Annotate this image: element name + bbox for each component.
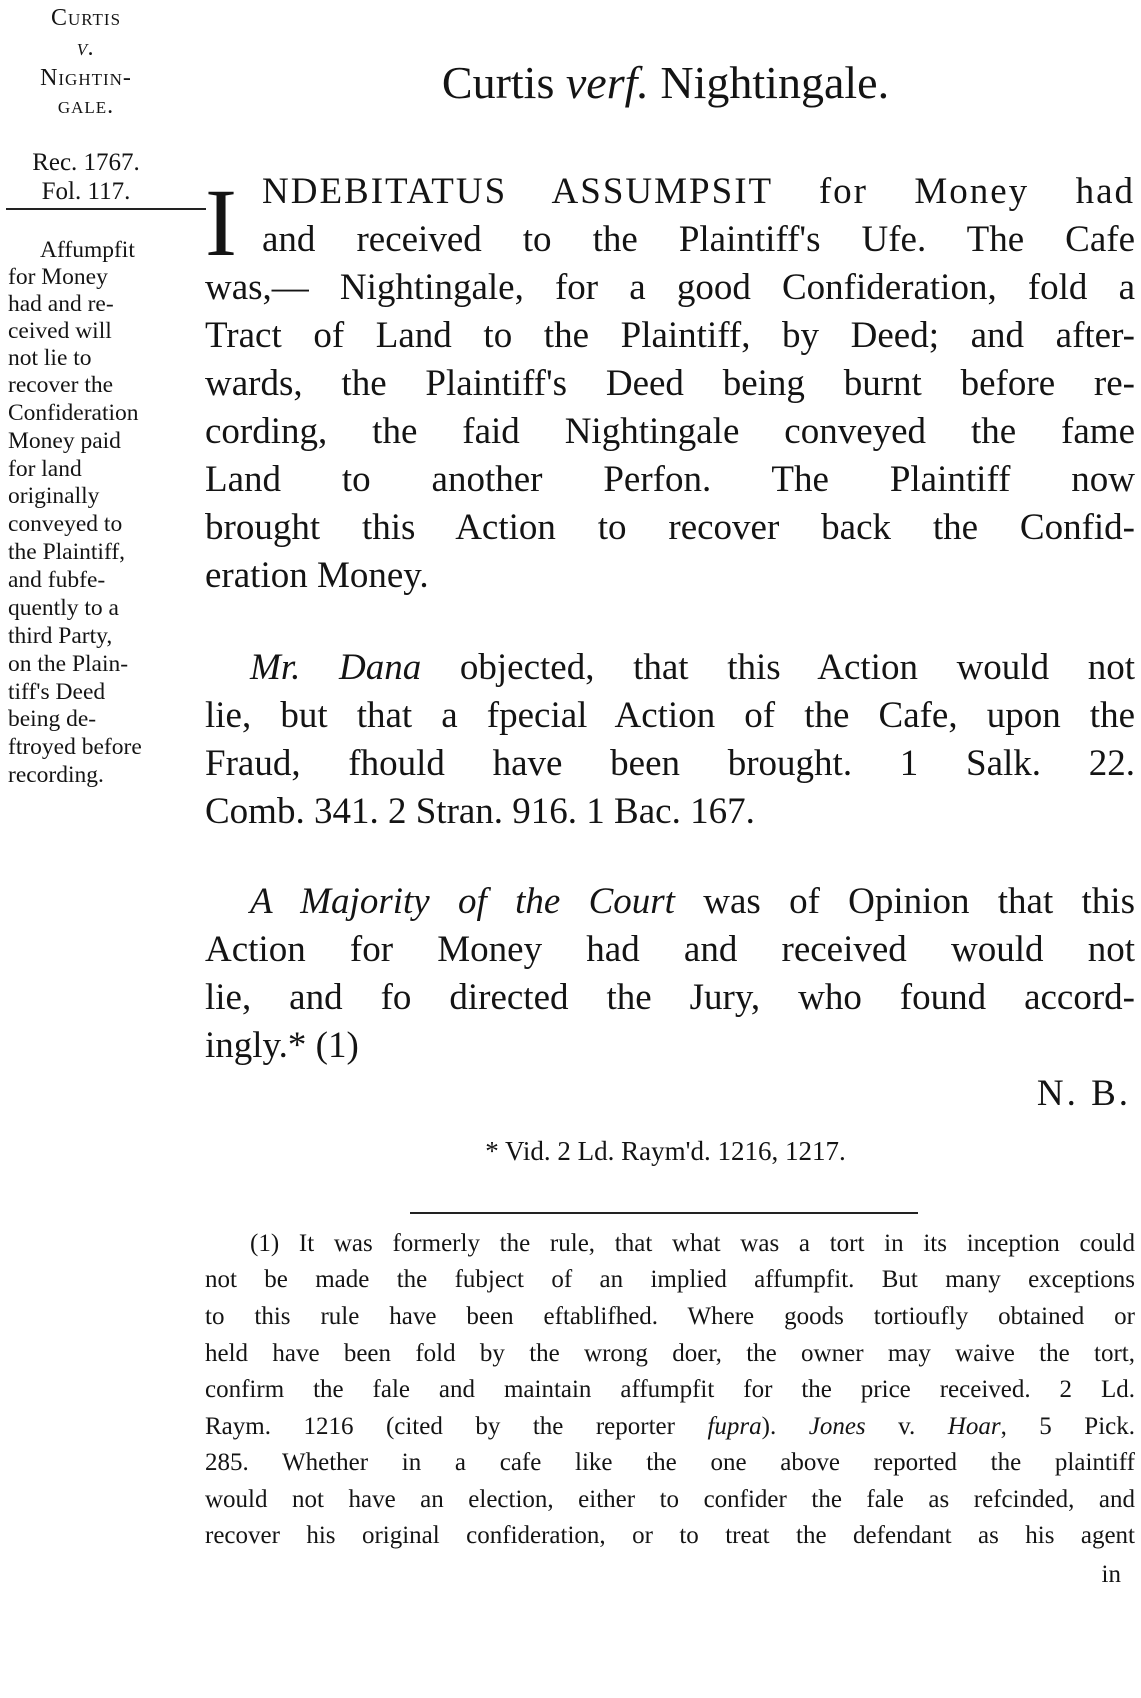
margin-folio: Fol. 117. <box>41 178 131 205</box>
margin-summary-line: ftroyed before <box>8 734 142 760</box>
margin-divider <box>6 208 206 210</box>
margin-summary-line: the Plaintiff, <box>8 539 126 565</box>
margin-summary-line: quently to a <box>8 595 119 621</box>
margin-summary-line: recording. <box>8 762 104 788</box>
margin-summary-line: Affumpfit <box>40 237 135 263</box>
footnote-case-party: Hoar <box>947 1413 1001 1440</box>
case-title-part: Nightingale. <box>648 57 890 108</box>
footnote-line: 285. Whether in a cafe like the one above reported the plaintiff <box>205 1449 1135 1476</box>
para3-line: Action for Money had and received would not <box>205 929 1135 970</box>
footnote-line: held have been fold by the wrong doer, the owner may waive the tort, <box>205 1340 1135 1367</box>
footnote-line: (1) It was formerly the rule, that what was a tort in its inception could <box>250 1230 1135 1257</box>
margin-summary-line: and fubfe- <box>8 567 106 593</box>
para2-line: Comb. 341. 2 Stran. 916. 1 Bac. 167. <box>205 791 755 832</box>
para2-line: Fraud, fhould have been brought. 1 Salk. 22. <box>205 743 1135 784</box>
para2-first-line <box>250 644 1135 692</box>
court-majority: A Majority of the Court <box>250 881 675 922</box>
footnote-line: recover his original confideration, or to treat the defendant as his agent <box>205 1522 1135 1549</box>
footnote-supra: fupra <box>707 1413 762 1440</box>
para3-line: lie, and fo directed the Jury, who found accord- <box>205 977 1135 1018</box>
margin-case-versus: v. <box>76 35 96 61</box>
footnote-line: would not have an election, either to confider the fale as refcinded, and <box>205 1486 1135 1513</box>
case-title-part: Curtis <box>441 57 566 108</box>
speaker-name: Mr. Dana <box>250 647 422 688</box>
footnote-line: confirm the fale and maintain affumpfit for the price received. 2 Ld. <box>205 1376 1135 1403</box>
margin-summary-line: third Party, <box>8 623 113 649</box>
para1-line: Tract of Land to the Plaintiff, by Deed; and after- <box>205 315 1135 356</box>
case-title-italic: verf. <box>565 57 649 108</box>
drop-cap: I <box>205 169 237 276</box>
margin-summary-line: had and re- <box>8 291 114 317</box>
case-title <box>198 58 1133 108</box>
reporter-signature: N. B. <box>1036 1073 1131 1114</box>
para1-first-line: NDEBITATUS ASSUMPSIT for Money had <box>262 171 1135 212</box>
margin-record: Rec. 1767. <box>32 149 140 176</box>
margin-case-name-2: Nightin- <box>40 65 132 91</box>
footnote-text: v. <box>865 1413 948 1440</box>
footnote-line: not be made the fubject of an implied affumpfit. But many exceptions <box>205 1266 1135 1293</box>
margin-summary-line: being de- <box>8 706 97 732</box>
para1-line: wards, the Plaintiff's Deed being burnt before re- <box>205 363 1135 404</box>
star-reference: * Vid. 2 Ld. Raym'd. 1216, 1217. <box>485 1136 846 1166</box>
para3-first-text: was of Opinion that this <box>674 881 1135 922</box>
margin-summary-line: originally <box>8 483 100 509</box>
footnote-line <box>205 1409 1135 1446</box>
para1-line: cording, the faid Nightingale conveyed the fame <box>205 411 1135 452</box>
footnote-text: ). <box>761 1413 809 1440</box>
margin-summary-line: ceived will <box>8 318 112 344</box>
margin-case-name-3: gale. <box>57 93 115 119</box>
margin-summary-line: for Money <box>8 264 108 290</box>
para3-first-line <box>250 878 1135 926</box>
margin-summary-line: not lie to <box>8 345 92 371</box>
para2-line: lie, but that a fpecial Action of the Cafe, upon the <box>205 695 1135 736</box>
footnote-divider <box>410 1212 918 1214</box>
para1-line: and received to the Plaintiff's Ufe. The Cafe <box>262 219 1135 260</box>
para1-line: was,— Nightingale, for a good Confideration, fold a <box>205 267 1135 308</box>
margin-summary-line: Confideration <box>8 400 139 426</box>
margin-summary-line: conveyed to <box>8 511 123 537</box>
footnote-text: , 5 Pick. <box>1000 1413 1135 1440</box>
footnote-line: to this rule have been eftablifhed. Where goods tortioufly obtained or <box>205 1303 1135 1330</box>
footnote-case-party: Jones <box>808 1413 866 1440</box>
margin-summary-line: recover the <box>8 372 114 398</box>
para3-line: ingly.* (1) <box>205 1025 359 1066</box>
para1-line: eration Money. <box>205 555 429 596</box>
margin-summary-line: on the Plain- <box>8 651 129 677</box>
catchword: in <box>1101 1561 1121 1588</box>
footnote-text: Raym. 1216 (cited by the reporter <box>205 1413 708 1440</box>
margin-summary-line: for land <box>8 456 82 482</box>
para2-first-text: objected, that this Action would not <box>421 647 1135 688</box>
para1-line: Land to another Perfon. The Plaintiff now <box>205 459 1135 500</box>
margin-summary-line: Money paid <box>8 428 121 454</box>
margin-case-name-1: Curtis <box>50 5 122 31</box>
margin-summary-line: tiff's Deed <box>8 679 106 705</box>
para1-line: brought this Action to recover back the Confid- <box>205 507 1135 548</box>
